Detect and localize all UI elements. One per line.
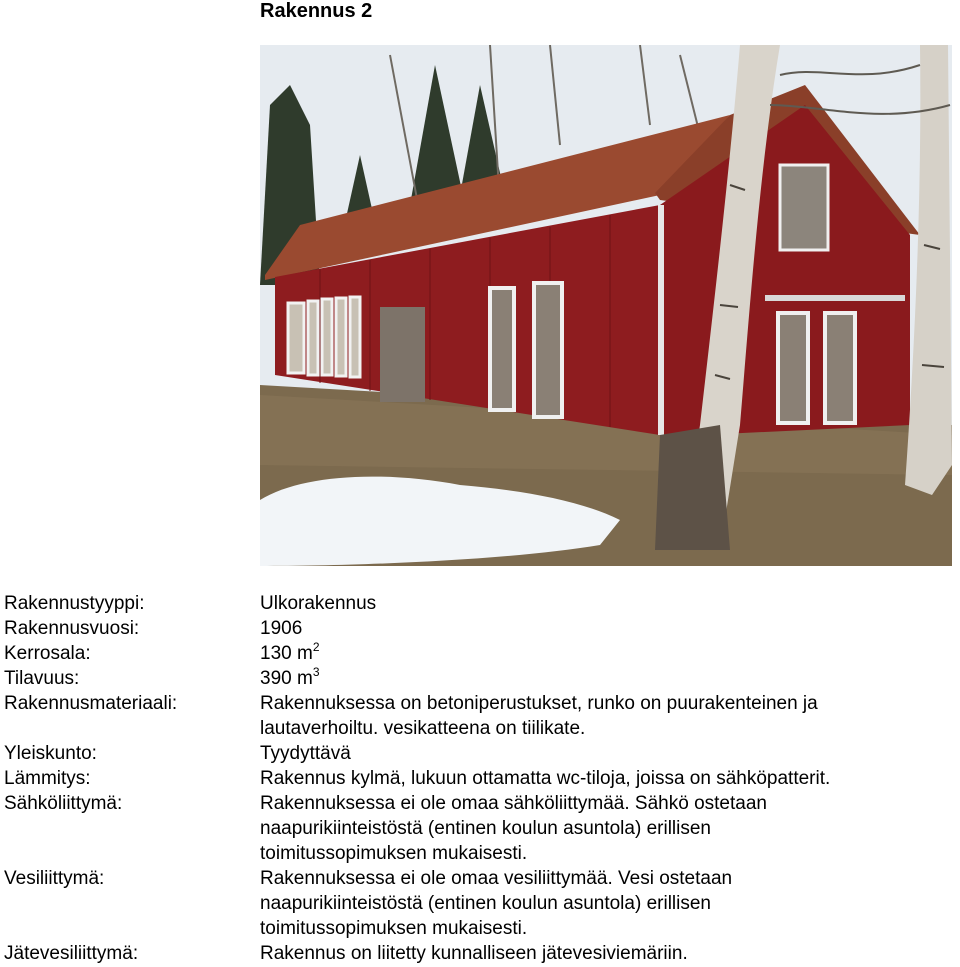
detail-value: Rakennus on liitetty kunnalliseen jätevesiviemäriin. [260, 943, 688, 964]
value-line: Rakennuksessa ei ole omaa sähköliittymää. Sähkö ostetaan [260, 793, 767, 814]
detail-value [260, 641, 954, 666]
building-photo [260, 45, 952, 566]
value-line: toimitussopimuksen mukaisesti. [260, 918, 528, 939]
detail-label: Sähköliittymä: [4, 793, 123, 814]
value-line: Rakennuksessa ei ole omaa vesiliittymää. Vesi ostetaan [260, 868, 733, 889]
value-line: toimitussopimuksen mukaisesti. [260, 843, 528, 864]
detail-label: Lämmitys: [4, 768, 91, 789]
detail-label: Rakennusmateriaali: [4, 693, 178, 714]
detail-value [260, 691, 954, 741]
detail-label: Vesiliittymä: [4, 868, 105, 889]
unit-superscript: 2 [312, 640, 320, 654]
value-line: naapurikiinteistöstä (entinen koulun asuntola) erillisen [260, 818, 711, 839]
detail-value [260, 666, 954, 691]
value-line: Rakennuksessa on betoniperustukset, runko on puurakenteinen ja [260, 693, 818, 714]
page-title: Rakennus 2 [260, 0, 373, 22]
detail-row-heating [4, 766, 954, 791]
value-line: lautaverhoiltu. vesikatteena on tiilikate. [260, 718, 586, 739]
detail-value: Rakennus kylmä, lukuun ottamatta wc-tiloja, joissa on sähköpatterit. [260, 768, 831, 789]
detail-row-water [4, 866, 954, 941]
detail-label: Yleiskunto: [4, 743, 97, 764]
detail-row-material [4, 691, 954, 741]
detail-value: 1906 [260, 618, 303, 639]
detail-row-type [4, 591, 954, 616]
detail-label: Kerrosala: [4, 643, 91, 664]
detail-row-wastewater [4, 941, 954, 966]
detail-row-electricity [4, 791, 954, 866]
detail-label: Jätevesiliittymä: [4, 943, 139, 964]
value-line: naapurikiinteistöstä (entinen koulun asuntola) erillisen [260, 893, 711, 914]
detail-value: Tyydyttävä [260, 743, 351, 764]
detail-value [260, 866, 954, 941]
detail-label: Rakennusvuosi: [4, 618, 140, 639]
detail-row-floor-area [4, 641, 954, 666]
detail-value: Ulkorakennus [260, 593, 377, 614]
detail-value [260, 791, 954, 866]
building-details [4, 591, 954, 966]
value-text: 390 m [260, 668, 313, 689]
detail-row-year [4, 616, 954, 641]
detail-row-condition [4, 741, 954, 766]
unit-superscript: 3 [312, 665, 320, 679]
detail-row-volume [4, 666, 954, 691]
detail-label: Tilavuus: [4, 668, 80, 689]
value-text: 130 m [260, 643, 313, 664]
detail-label: Rakennustyyppi: [4, 593, 145, 614]
